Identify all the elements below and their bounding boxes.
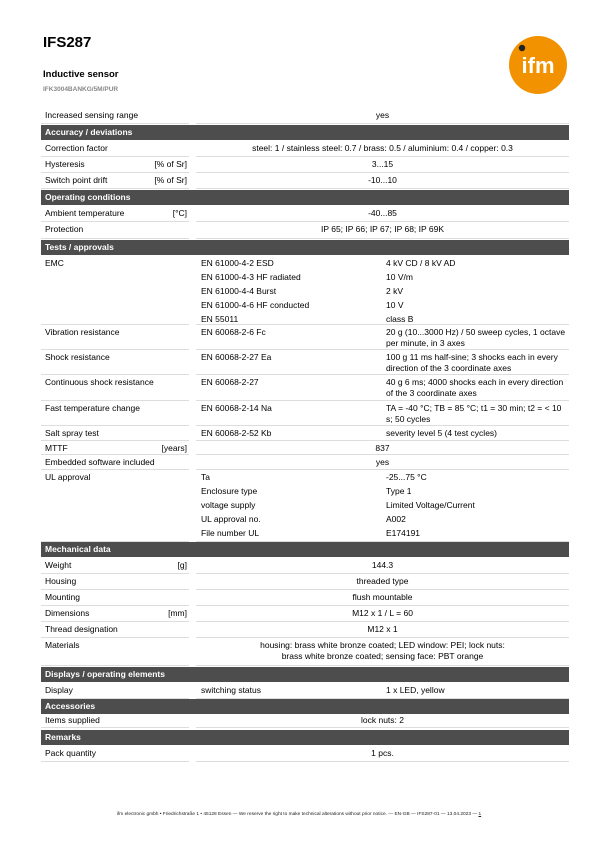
spec-label: Vibration resistance	[45, 327, 120, 337]
spec-label: Ambient temperature	[45, 208, 125, 218]
spec-sub-label: Enclosure type	[201, 486, 258, 496]
spec-row	[41, 375, 569, 401]
spec-value: M12 x 1 / L = 60	[352, 608, 413, 618]
spec-unit: [°C]	[172, 208, 187, 218]
spec-value: housing: brass white bronze coated; LED window: PEI; lock nuts: brass white bronze coated; sensing face: PBT orange	[260, 640, 505, 661]
row-divider	[196, 665, 569, 666]
row-divider	[41, 123, 189, 124]
spec-label: Hysteresis	[45, 159, 85, 169]
spec-row	[41, 558, 569, 574]
row-divider	[196, 238, 569, 239]
spec-row	[41, 426, 569, 441]
row-divider	[196, 727, 569, 728]
spec-label: Embedded software included	[45, 457, 155, 467]
spec-label: Housing	[45, 576, 77, 586]
spec-sub-value: 4 kV CD / 8 kV AD	[386, 258, 456, 268]
spec-value: 3...15	[371, 159, 394, 169]
spec-sub-label: EN 60068-2-52 Kb	[201, 428, 272, 438]
spec-row	[41, 173, 569, 189]
spec-row	[41, 590, 569, 606]
spec-sub-label: EN 61000-4-2 ESD	[201, 258, 274, 268]
spec-value: 837	[375, 443, 390, 453]
spec-sub-label: EN 60068-2-27 Ea	[201, 352, 272, 362]
spec-row	[41, 108, 569, 124]
spec-label: Fast temperature change	[45, 403, 140, 413]
spec-label: UL approval	[45, 472, 91, 482]
section-header: Displays / operating elements	[41, 667, 569, 682]
spec-sub-label: EN 60068-2-14 Na	[201, 403, 272, 413]
spec-sub-value: A002	[386, 514, 406, 524]
spec-sub-value: 40 g 6 ms; 4000 shocks each in every direction of the 3 coordinate axes	[386, 377, 564, 398]
spec-label: Shock resistance	[45, 352, 110, 362]
spec-row	[41, 574, 569, 590]
footer-text: ifm electronic gmbh • Friedrichstraße 1 • 45128 Essen — We reserve the right to make technical alterations without prior notice. — EN-GB — IFS287-01 — 13.04.2023 —	[116, 812, 478, 817]
row-divider	[41, 188, 189, 189]
row-divider	[41, 761, 189, 762]
section-header: Accuracy / deviations	[41, 125, 569, 140]
spec-row	[41, 622, 569, 638]
row-divider	[41, 238, 189, 239]
spec-row	[41, 713, 569, 728]
spec-sub-value: 2 kV	[386, 286, 404, 296]
section-header: Mechanical data	[41, 542, 569, 557]
row-divider	[196, 761, 569, 762]
spec-row	[41, 256, 569, 325]
spec-sub-label: UL approval no.	[201, 514, 261, 524]
spec-sub-value: TA = -40 °C; TB = 85 °C; t1 = 30 min; t2 = < 10 s; 50 cycles	[386, 403, 562, 424]
spec-label: Items supplied	[45, 715, 100, 725]
spec-value: yes	[375, 110, 390, 120]
spec-value: lock nuts: 2	[361, 715, 404, 725]
spec-label: Materials	[45, 640, 80, 650]
spec-label: Thread designation	[45, 624, 118, 634]
spec-sub-value: class B	[386, 314, 414, 324]
spec-row	[41, 157, 569, 173]
spec-sub-value: Limited Voltage/Current	[386, 500, 475, 510]
spec-value: yes	[375, 457, 390, 467]
spec-label: Salt spray test	[45, 428, 99, 438]
spec-value: -10...10	[368, 175, 397, 185]
row-divider	[196, 123, 569, 124]
spec-sub-value: 1 x LED, yellow	[386, 685, 445, 695]
spec-label: Dimensions	[45, 608, 90, 618]
spec-row	[41, 746, 569, 762]
spec-label: Continuous shock resistance	[45, 377, 154, 387]
spec-value: threaded type	[356, 576, 409, 586]
spec-sub-label: EN 61000-4-6 HF conducted	[201, 300, 310, 310]
row-divider	[41, 727, 189, 728]
spec-row	[41, 350, 569, 375]
spec-row	[41, 683, 569, 699]
spec-label: Increased sensing range	[45, 110, 139, 120]
product-subtitle: Inductive sensor	[43, 69, 119, 80]
spec-row	[41, 455, 569, 470]
spec-label: Switch point drift	[45, 175, 108, 185]
spec-label: Mounting	[45, 592, 80, 602]
spec-unit: [mm]	[168, 608, 187, 618]
spec-label: EMC	[45, 258, 64, 268]
spec-label: Display	[45, 685, 73, 695]
spec-label: Pack quantity	[45, 748, 97, 758]
spec-row	[41, 401, 569, 426]
spec-label: Weight	[45, 560, 72, 570]
product-title: IFS287	[43, 34, 92, 51]
spec-value: IP 65; IP 66; IP 67; IP 68; IP 69K	[320, 224, 445, 234]
article-number: IFK3004BANKG/5M/PUR	[43, 86, 119, 93]
spec-value: flush mountable	[352, 592, 413, 602]
page-number-link[interactable]: 1	[478, 812, 482, 817]
spec-sub-label: File number UL	[201, 528, 260, 538]
section-header: Accessories	[41, 699, 569, 714]
section-header: Tests / approvals	[41, 240, 569, 255]
spec-sub-label: EN 55011	[201, 314, 239, 324]
spec-sub-value: 100 g 11 ms half-sine; 3 shocks each in every direction of the 3 coordinate axes	[386, 352, 558, 373]
spec-value: 144.3	[371, 560, 394, 570]
spec-sub-value: Type 1	[386, 486, 412, 496]
spec-label: Protection	[45, 224, 84, 234]
spec-sub-value: 10 V/m	[386, 272, 413, 282]
svg-text:ifm: ifm	[521, 53, 555, 78]
ifm-logo	[509, 36, 567, 94]
spec-value: 1 pcs.	[371, 748, 394, 758]
spec-unit: [years]	[161, 443, 187, 453]
row-divider	[196, 188, 569, 189]
spec-label: MTTF	[45, 443, 68, 453]
spec-value: steel: 1 / stainless steel: 0.7 / brass: 0.5 / aluminium: 0.4 / copper: 0.3	[252, 143, 513, 153]
row-divider	[41, 665, 189, 666]
spec-sub-label: EN 61000-4-4 Burst	[201, 286, 277, 296]
spec-row	[41, 441, 569, 455]
spec-sub-value: 20 g (10...3000 Hz) / 50 sweep cycles, 1 octave per minute, in 3 axes	[386, 327, 566, 348]
spec-row	[41, 606, 569, 622]
spec-row	[41, 638, 569, 666]
spec-row	[41, 206, 569, 222]
spec-label: Correction factor	[45, 143, 108, 153]
section-header: Operating conditions	[41, 190, 569, 205]
spec-sub-value: E174191	[386, 528, 421, 538]
spec-value: -40...85	[368, 208, 397, 218]
footer	[0, 812, 598, 817]
spec-sub-label: switching status	[201, 685, 261, 695]
spec-row	[41, 325, 569, 350]
section-header: Remarks	[41, 730, 569, 745]
spec-unit: [% of Sr]	[154, 175, 187, 185]
spec-sub-label: voltage supply	[201, 500, 256, 510]
spec-row	[41, 470, 569, 542]
spec-value: M12 x 1	[367, 624, 398, 634]
spec-row	[41, 141, 569, 157]
spec-sub-label: EN 60068-2-6 Fc	[201, 327, 266, 337]
spec-sub-value: 10 V	[386, 300, 404, 310]
spec-sub-label: EN 61000-4-3 HF radiated	[201, 272, 301, 282]
spec-sub-value: -25...75 °C	[386, 472, 427, 482]
spec-sub-value: severity level 5 (4 test cycles)	[386, 428, 498, 438]
spec-sub-label: EN 60068-2-27	[201, 377, 259, 387]
spec-row	[41, 222, 569, 239]
spec-unit: [% of Sr]	[154, 159, 187, 169]
spec-sub-label: Ta	[201, 472, 210, 482]
spec-unit: [g]	[177, 560, 187, 570]
